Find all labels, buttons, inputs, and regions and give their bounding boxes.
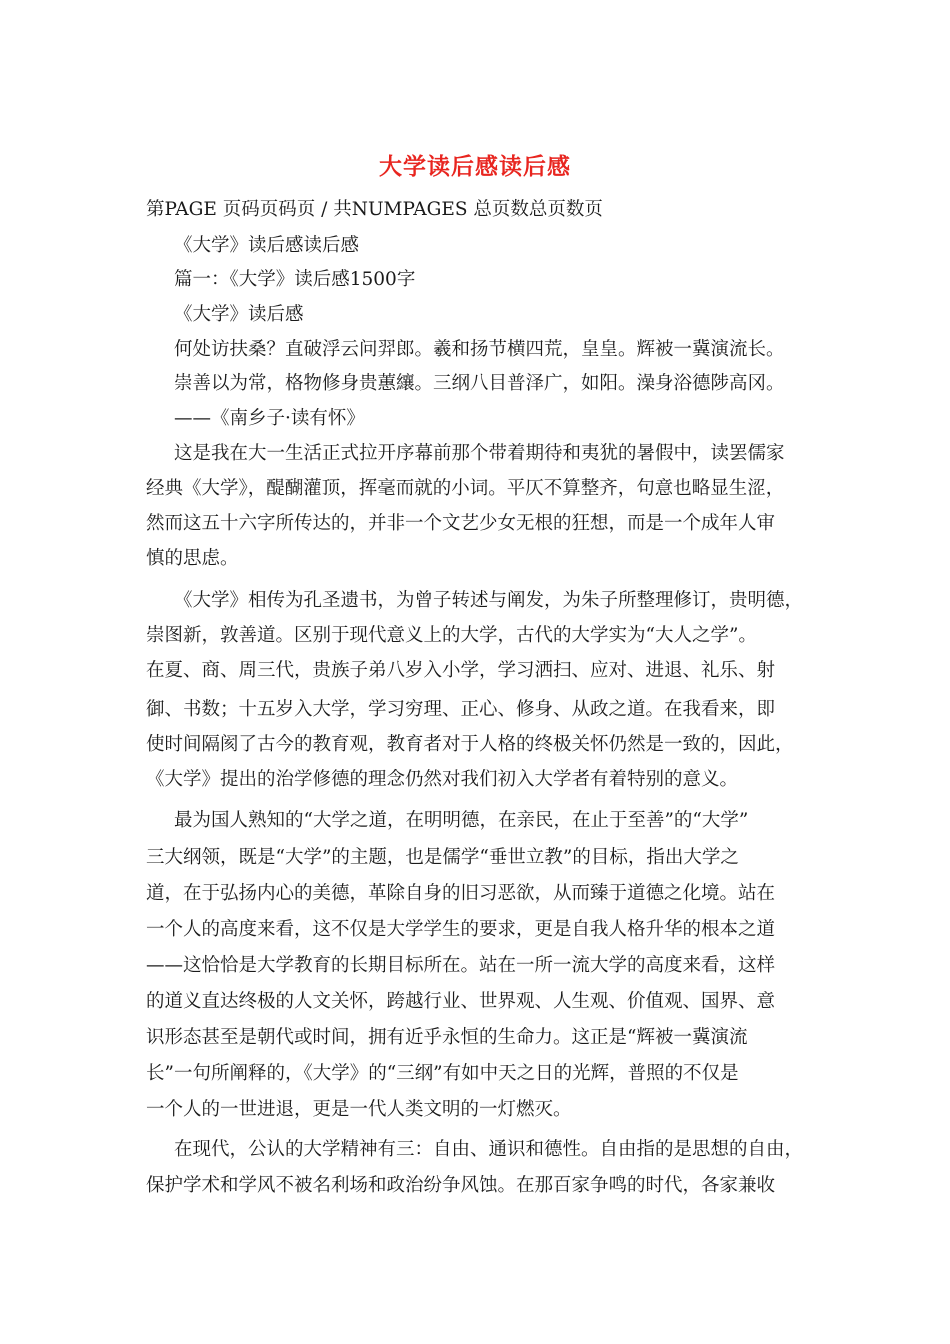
body-line: ——这恰恰是大学教育的长期目标所在。站在一所一流大学的高度来看，这样 (146, 955, 776, 976)
header-page-field: 第PAGE 页码页码页 / 共NUMPAGES 总页数总页数页 (146, 199, 603, 220)
body-line: 在现代，公认的大学精神有三：自由、通识和德性。自由指的是思想的自由， (174, 1139, 804, 1160)
poem-line-1: 何处访扶桑？直破浮云问羿郎。羲和扬节横四荒，皇皇。辉被一冀演流长。 (174, 339, 785, 360)
poem-line-2: 崇善以为常，格物修身贵蕙纕。三纲八目普泽广，如阳。澡身浴德陟高冈。 (174, 373, 785, 394)
body-line: 保护学术和学风不被名利场和政治纷争风蚀。在那百家争鸣的时代，各家兼收 (146, 1175, 776, 1196)
body-line: 最为国人熟知的“大学之道，在明明德，在亲民，在止于至善”的“大学” (174, 810, 749, 831)
section-heading: 篇一：《大学》读后感1500字 (174, 269, 416, 290)
subtitle-line: 《大学》读后感读后感 (174, 235, 360, 256)
body-line: 使时间隔阂了古今的教育观，教育者对于人格的终极关怀仍然是一致的，因此， (146, 734, 794, 755)
body-line: 的道义直达终极的人文关怀，跨越行业、世界观、人生观、价值观、国界、意 (146, 991, 776, 1012)
body-line: 御、书数；十五岁入大学，学习穷理、正心、修身、从政之道。在我看来，即 (146, 699, 776, 720)
body-line: 一个人的一世进退，更是一代人类文明的一灯燃灭。 (146, 1099, 572, 1120)
body-line: 慎的思虑。 (146, 548, 239, 569)
body-line: 然而这五十六字所传达的，并非一个文艺少女无根的狂想，而是一个成年人审 (146, 513, 776, 534)
poem-attribution: ——《南乡子·读有怀》 (174, 408, 365, 429)
body-line: 识形态甚至是朝代或时间，拥有近乎永恒的生命力。这正是“辉被一冀演流 (146, 1027, 748, 1048)
body-line: 道，在于弘扬内心的美德，革除自身的旧习恶欲，从而臻于道德之化境。站在 (146, 883, 776, 904)
document-title: 大学读后感读后感 (379, 153, 571, 180)
body-line: 长”一句所阐释的，《大学》的“三纲”有如中天之日的光辉，普照的不仅是 (146, 1063, 739, 1084)
body-line: 在夏、商、周三代，贵族子弟八岁入小学，学习洒扫、应对、进退、礼乐、射 (146, 660, 776, 681)
body-line: 这是我在大一生活正式拉开序幕前那个带着期待和夷犹的暑假中，读罢儒家 (174, 443, 785, 464)
body-line: 《大学》提出的治学修德的理念仍然对我们初入大学者有着特别的意义。 (146, 769, 739, 790)
body-line: 《大学》相传为孔圣遗书，为曾子转述与阐发，为朱子所整理修订，贵明德， (174, 590, 804, 611)
essay-title: 《大学》读后感 (174, 304, 304, 325)
body-line: 经典《大学》，醍醐灌顶，挥毫而就的小词。平仄不算整齐，句意也略显生涩， (146, 478, 785, 499)
body-line: 崇图新，敦善道。区别于现代意义上的大学，古代的大学实为“大人之学”。 (146, 625, 757, 646)
body-line: 三大纲领，既是“大学”的主题，也是儒学“垂世立教”的目标，指出大学之 (146, 847, 739, 868)
body-line: 一个人的高度来看，这不仅是大学学生的要求，更是自我人格升华的根本之道 (146, 919, 776, 940)
